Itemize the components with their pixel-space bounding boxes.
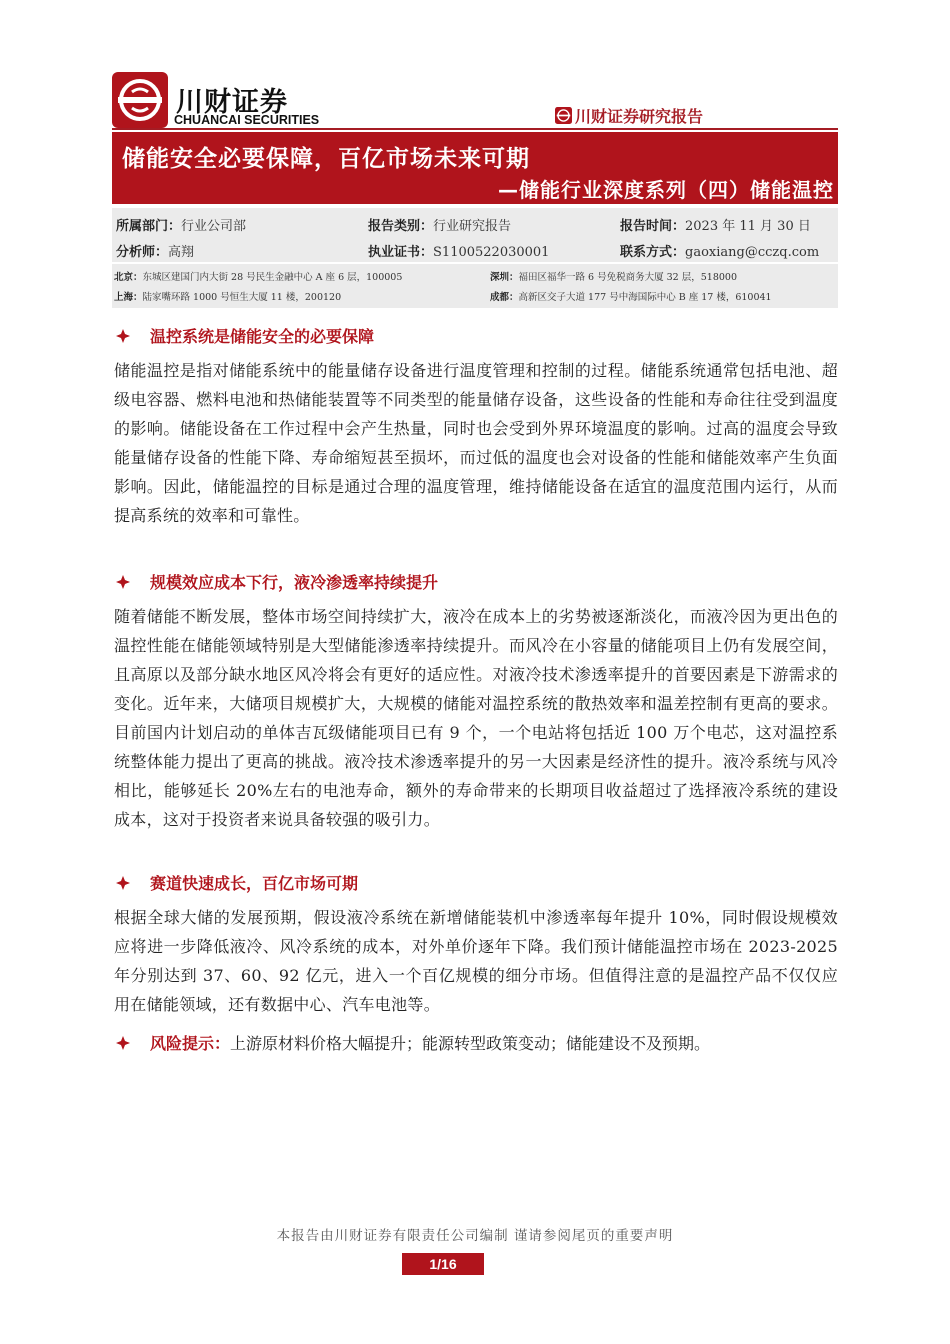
address-beijing: 北京：东城区建国门内大街 28 号民生金融中心 A 座 6 层，100005 bbox=[114, 272, 403, 283]
title-banner bbox=[112, 132, 838, 204]
address-chengdu: 成都：高新区交子大道 177 号中海国际中心 B 座 17 楼，610041 bbox=[490, 292, 772, 303]
address-shanghai: 上海：陆家嘴环路 1000 号恒生大厦 11 楼，200120 bbox=[114, 292, 342, 303]
meta-contact: 联系方式：gaoxiang@cczq.com bbox=[620, 245, 820, 260]
meta-type: 报告类别：行业研究报告 bbox=[368, 219, 512, 234]
meta-analyst: 分析师：高翔 bbox=[116, 245, 195, 260]
brand-name-en: CHUANCAI SECURITIES bbox=[174, 113, 320, 127]
page-number: 1/16 bbox=[402, 1253, 484, 1275]
risk-notice bbox=[116, 1031, 710, 1054]
brand-name-cn: 川财证券 bbox=[176, 87, 288, 118]
section-body-3: 根据全球大储的发展预期，假设液冷系统在新增储能装机中渗透率每年提升 10%，同时假设规模效应将进一步降低液冷、风冷系统的成本，对外单价逐年下降。我们预计储能温控市场在 2023-2025 年分别达到 37、60、92 亿元，进入一个百亿规模的细分市场。但值得注意的是温控产品不仅仅应用在储能领域，还有数据中心、汽车电池等。 bbox=[114, 908, 838, 1014]
report-title: 储能安全必要保障，百亿市场未来可期 bbox=[122, 146, 530, 172]
report-subtitle: —储能行业深度系列（四）储能温控 bbox=[498, 178, 834, 202]
meta-dept: 所属部门：行业公司部 bbox=[116, 219, 247, 234]
diamond-bullet-icon bbox=[116, 575, 130, 589]
diamond-bullet-icon bbox=[116, 1036, 130, 1050]
diamond-bullet-icon bbox=[116, 876, 130, 890]
chuancai-mini-logo-icon bbox=[555, 107, 572, 124]
meta-time: 报告时间：2023 年 11 月 30 日 bbox=[620, 219, 811, 234]
report-tag-label: 川财证券研究报告 bbox=[575, 107, 704, 126]
section-body-1: 储能温控是指对储能系统中的能量储存设备进行温度管理和控制的过程。储能系统通常包括电池、超级电容器、燃料电池和热储能装置等不同类型的能量储存设备，这些设备的性能和寿命往往受到温度的影响。储能设备在工作过程中会产生热量，同时也会受到外界环境温度的影响。过高的温度会导致能量储存设备的性能下降、寿命缩短甚至损坏，而过低的温度也会对设备的性能和储能效率产生负面影响。因此，储能温控的目标是通过合理的温度管理，维持储能设备在适宜的温度范围内运行，从而提高系统的效率和可靠性。 bbox=[114, 361, 838, 525]
report-tag bbox=[555, 104, 703, 127]
footer-disclaimer: 本报告由川财证券有限责任公司编制 谨请参阅尾页的重要声明 bbox=[276, 1228, 674, 1244]
section-heading-1: 温控系统是储能安全的必要保障 bbox=[116, 324, 374, 347]
section-heading-3: 赛道快速成长，百亿市场可期 bbox=[116, 871, 358, 894]
report-meta bbox=[112, 208, 838, 262]
header-divider bbox=[112, 128, 838, 130]
meta-cert: 执业证书：S1100522030001 bbox=[368, 245, 550, 260]
diamond-bullet-icon bbox=[116, 329, 130, 343]
section-body-2: 随着储能不断发展，整体市场空间持续扩大，液冷在成本上的劣势被逐渐淡化，而液冷因为更出色的温控性能在储能领域特别是大型储能渗透率持续提升。而风冷在小容量的储能项目上仍有发展空间，且高原以及部分缺水地区风冷将会有更好的适应性。对液冷技术渗透率提升的首要因素是下游需求的变化。近年来，大储项目规模扩大，大规模的储能对温控系统的散热效率和温差控制有更高的要求。目前国内计划启动的单体吉瓦级储能项目已有 9 个，一个电站将包括近 100 万个电芯，这对温控系统整体能力提出了更高的挑战。液冷技术渗透率提升的另一大因素是经济性的提升。液冷系统与风冷相比，能够延长 20%左右的电池寿命，额外的寿命带来的长期项目收益超过了选择液冷系统的建设成本，这对于投资者来说具备较强的吸引力。 bbox=[114, 607, 838, 829]
address-shenzhen: 深圳：福田区福华一路 6 号免税商务大厦 32 层，518000 bbox=[490, 272, 737, 283]
risk-text: 上游原材料价格大幅提升；能源转型政策变动；储能建设不及预期。 bbox=[230, 1034, 711, 1053]
section-heading-2: 规模效应成本下行，液冷渗透率持续提升 bbox=[116, 570, 438, 593]
office-addresses bbox=[112, 264, 838, 308]
chuancai-logo-icon bbox=[112, 72, 168, 128]
risk-label: 风险提示： bbox=[150, 1034, 231, 1053]
